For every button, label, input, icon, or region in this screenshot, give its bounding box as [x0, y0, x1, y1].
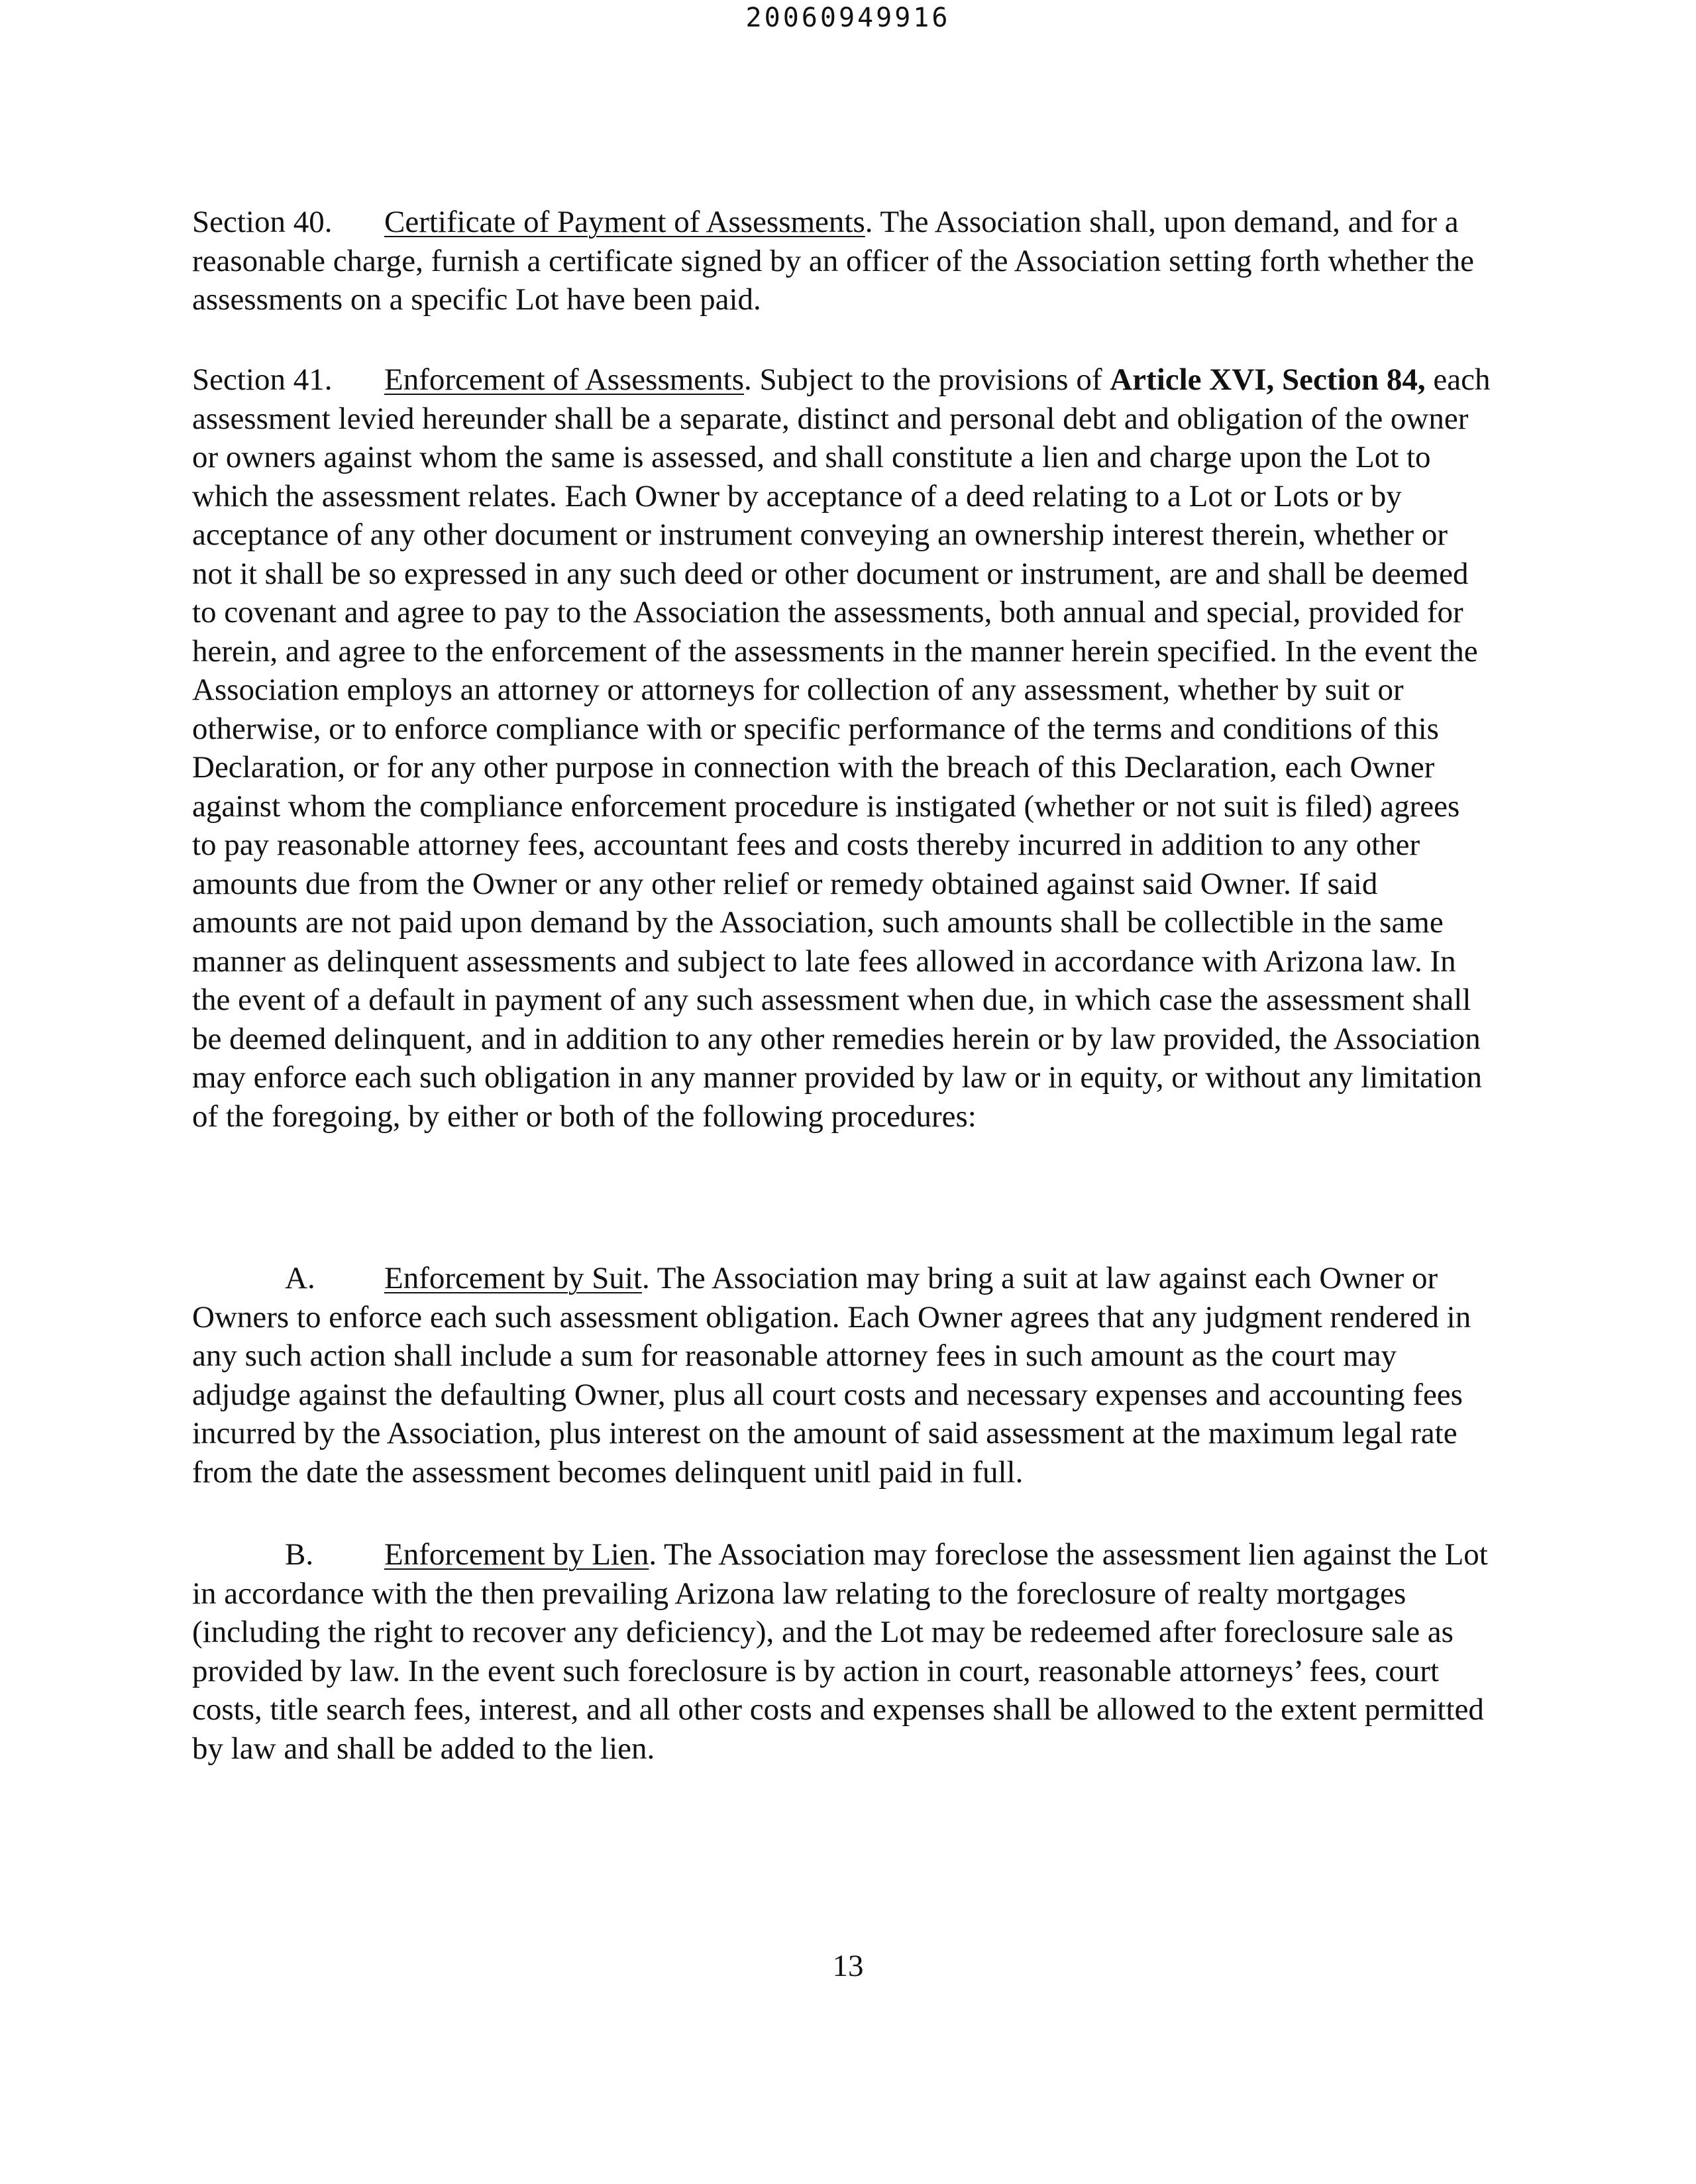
section-41-number: Section 41.: [192, 362, 333, 397]
section-40-heading: Certificate of Payment of Assessments: [384, 205, 865, 239]
section-40-paragraph: [192, 203, 1491, 319]
section-41-reference: Article XVI, Section 84,: [1110, 362, 1426, 397]
subsection-a-body: . The Association may bring a suit at law against each Owner or Owners to enforce each such assessment obligation. Each Owner agrees that any judgment rendered in any such action shall include a sum for reasonable attorney fees in such amount as the court may adjudge against the defaulting Owner, plus all court costs and necessary expenses and accounting fees incurred by the Association, plus interest on the amount of said assessment at the maximum legal rate from the date the assessment becomes delinquent unitl paid in full.: [192, 1261, 1471, 1490]
subsection-a-letter: A.: [285, 1261, 315, 1295]
subsection-a-paragraph: [192, 1259, 1491, 1492]
section-40-number: Section 40.: [192, 205, 333, 239]
subsection-a-heading: Enforcement by Suit: [384, 1261, 642, 1295]
page-number: 13: [832, 1949, 864, 1983]
section-41-heading: Enforcement of Assessments: [384, 362, 745, 397]
document-number: 20060949916: [745, 3, 951, 33]
section-41-body-lead: . Subject to the provisions of: [744, 362, 1110, 397]
subsection-b-letter: B.: [285, 1537, 314, 1572]
section-41-paragraph: [192, 360, 1491, 1136]
subsection-b-heading: Enforcement by Lien: [384, 1537, 649, 1572]
section-40-body: . The Association shall, upon demand, and for a reasonable charge, furnish a certificate signed by an officer of the Association setting forth whether the assessments on a specific Lot have been paid.: [192, 205, 1475, 317]
subsection-b-body: . The Association may foreclose the assessment lien against the Lot in accordance with the then prevailing Arizona law relating to the foreclosure of realty mortgages (including the right to recover any deficiency), and the Lot may be redeemed after foreclosure sale as provided by law. In the event such foreclosure is by action in court, reasonable attorneys’ fees, court costs, title search fees, interest, and all other costs and expenses shall be allowed to the extent permitted by law and shall be added to the lien.: [192, 1537, 1488, 1766]
section-41-body: each assessment levied hereunder shall be a separate, distinct and personal debt and obligation of the owner or owners against whom the same is assessed, and shall constitute a lien and charge upon the Lot to which the assessment relates. Each Owner by acceptance of a deed relating to a Lot or Lots or by acceptance of any other document or instrument conveying an ownership interest therein, whether or not it shall be so expressed in any such deed or other document or instrument, are and shall be deemed to covenant and agree to pay to the Association the assessments, both annual and special, provided for herein, and agree to the enforcement of the assessments in the manner herein specified. In the event the Association employs an attorney or attorneys for collection of any assessment, whether by suit or otherwise, or to enforce compliance with or specific performance of the terms and conditions of this Declaration, or for any other purpose in connection with the breach of this Declaration, each Owner against whom the compliance enforcement procedure is instigated (whether or not suit is filed) agrees to pay reasonable attorney fees, accountant fees and costs thereby incurred in addition to any other amounts due from the Owner or any other relief or remedy obtained against said Owner. If said amounts are not paid upon demand by the Association, such amounts shall be collectible in the same manner as delinquent assessments and subject to late fees allowed in accordance with Arizona law. In the event of a default in payment of any such assessment when due, in which case the assessment shall be deemed delinquent, and in addition to any other remedies herein or by law provided, the Association may enforce each such obligation in any manner provided by law or in equity, or without any limitation of the foregoing, by either or both of the following procedures:: [192, 362, 1491, 1134]
subsection-b-paragraph: [192, 1535, 1491, 1768]
